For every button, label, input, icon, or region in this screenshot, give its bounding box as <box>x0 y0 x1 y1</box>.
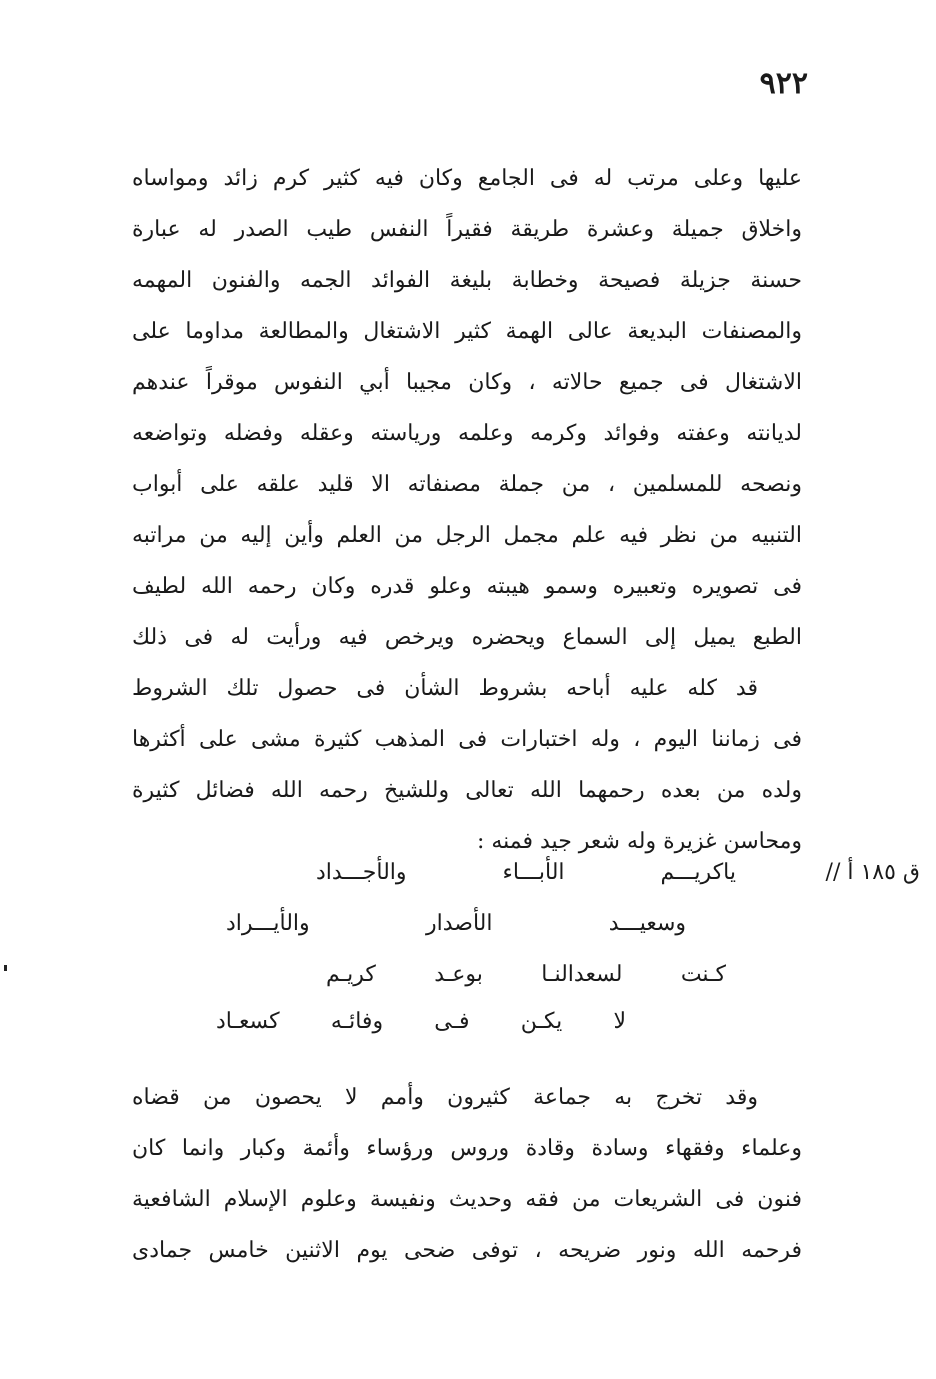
text-line: ومحاسن غزيرة وله شعر جيد فمنه : <box>476 829 802 854</box>
text-line: فى تصويره وتعبيره وسمو هيبته وعلو قدره وكان رحمه الله لطيف <box>132 574 802 599</box>
scan-edge-mark <box>4 965 7 971</box>
verse-line: كـنت لسعدالنـا بوعـد كريـم <box>326 962 726 987</box>
text-line: فى زماننا اليوم ، وله اختبارات فى المذهب كثيرة مشى على أكثرها <box>132 727 802 752</box>
text-line: لديانته وعفته وفوائد وكرمه وعلمه ورياسته وعقله وفضله وتواضعه <box>132 421 802 446</box>
body-paragraph-1 <box>132 153 802 867</box>
text-line: الاشتغال فى جميع حالاته ، وكان مجيبا أبي النفوس موقراً عندهم <box>132 370 802 395</box>
text-line: والمصنفات البديعة عالى الهمة كثير الاشتغال والمطالعة مداوما على <box>132 319 802 344</box>
text-line: التنبيه من نظر فيه علم مجمل الرجل من العلم وأين إليه من مراتبه <box>132 523 802 548</box>
text-line: وعلماء وفقهاء وسادة وقادة وروس ورؤساء وأئمة وكبار وانما كان <box>132 1136 802 1161</box>
text-line: فنون فى الشريعات من فقه وحديث ونفيسة وعلوم الإسلام الشافعية <box>132 1187 802 1212</box>
body-paragraph-2 <box>132 1072 802 1276</box>
text-line: عليها وعلى مرتب له فى الجامع وكان فيه كثير كرم زائد ومواساه <box>132 166 802 191</box>
text-line: قد كله عليه أباحه بشروط الشأن فى حصول تلك الشروط <box>132 676 758 701</box>
text-line: الطبع يميل إلى السماع ويحضره ويرخص فيه ورأيت له فى ذلك <box>132 625 802 650</box>
text-line: وقد تخرج به جماعة كثيرون وأمم لا يحصون من قضاه <box>132 1085 758 1110</box>
verse-line: لا يكـن فـى وفائـه كسعـاد <box>216 1009 626 1034</box>
text-line: ولده من بعده رحمهما الله تعالى وللشيخ رحمه الله فضائل كثيرة <box>132 778 802 803</box>
text-line: فرحمه الله ونور ضريحه ، توفى ضحى يوم الاثنين خامس جمادى <box>132 1238 802 1263</box>
text-line: حسنة جزيلة فصيحة وخطابة بليغة الفوائد الجمه والفنون المهمه <box>132 268 802 293</box>
page-number: ٩٢٢ <box>759 66 808 101</box>
text-line: ونصحه للمسلمين ، من جملة مصنفاته الا قليد علقه على أبواب <box>132 472 802 497</box>
verse-line: ياكريـــم الأبـــاء والأجـــداد <box>316 860 736 885</box>
manuscript-folio-note: ق ١٨٥ أ // <box>825 860 920 885</box>
text-line: واخلاق جميلة وعشرة طريقة فقيراً النفس طيب الصدر له عبارة <box>132 217 802 242</box>
verse-line: وسعيـــد الأصدار والأيـــراد <box>226 911 686 936</box>
